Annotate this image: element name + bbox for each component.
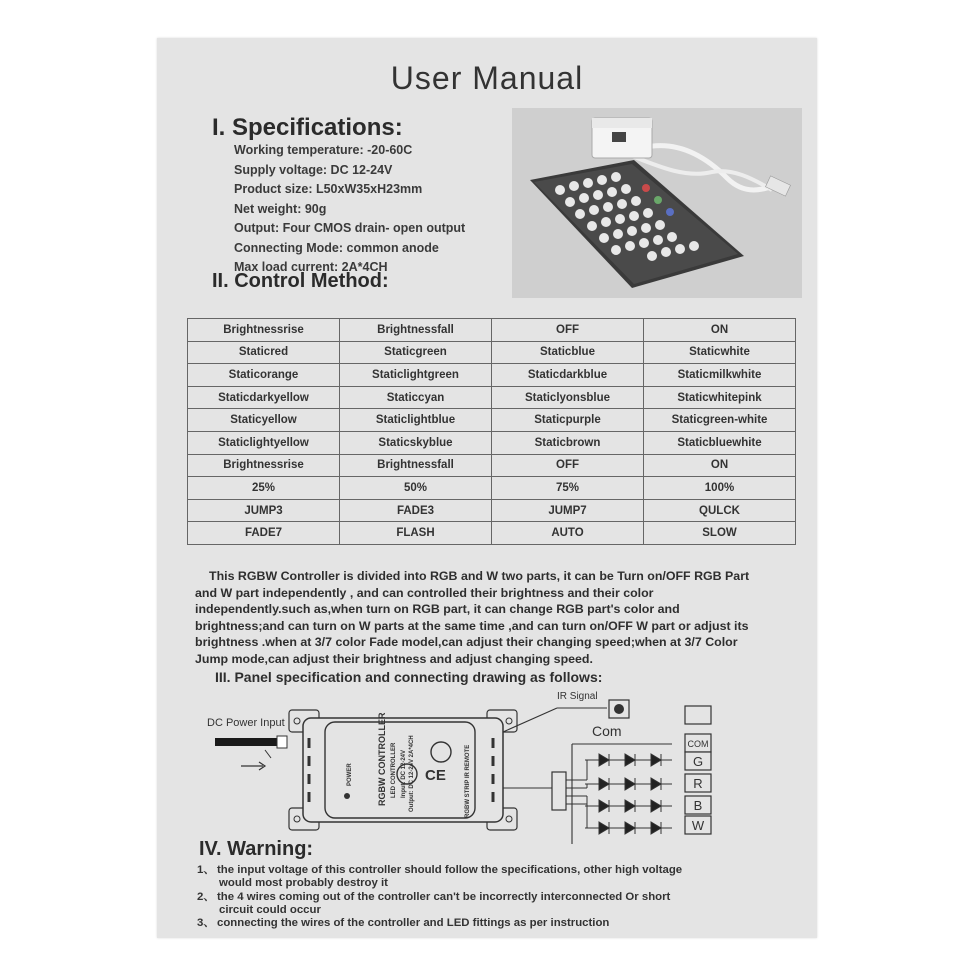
output-connector (552, 772, 566, 810)
table-cell: 75% (492, 477, 644, 500)
table-cell: OFF (492, 319, 644, 342)
spec-item: Supply voltage: DC 12-24V (234, 162, 393, 177)
box-input: Input: DC 12-24V (401, 749, 407, 798)
table-cell: Staticdarkblue (492, 364, 644, 387)
table-row (188, 319, 796, 342)
description-line: Jump mode,can adjust their brightness and adjust changing speed. (195, 651, 593, 666)
manual-sheet (157, 38, 817, 938)
table-row (188, 477, 796, 500)
dc-plug-icon (215, 738, 277, 746)
warning-item (197, 917, 817, 930)
spec-item: Max load current: 2A*4CH (234, 260, 388, 274)
led-row-g (585, 754, 672, 766)
table-row (188, 454, 796, 477)
description-line: and W part independently , and can controlled their brightness and their color (195, 585, 654, 600)
page-title: User Manual (390, 60, 584, 96)
power-label: POWER (347, 763, 353, 786)
led-row-b (585, 800, 672, 812)
table-cell: Staticlightgreen (340, 364, 492, 387)
warning-item (197, 891, 817, 918)
specifications-list (234, 141, 465, 278)
table-cell: Staticcyan (340, 386, 492, 409)
table-cell: Staticbrown (492, 431, 644, 454)
table-row (188, 431, 796, 454)
description-line: brightness;and can turn on W parts at the same time ,and can turn on/OFF W part or adjust its (195, 618, 749, 633)
ir-signal-label: IR Signal (557, 691, 598, 702)
table-row (188, 522, 796, 545)
ce-mark: CE (425, 767, 446, 784)
box-output: Output: DC 12-24V 2A*4CH (409, 735, 415, 812)
table-cell: ON (644, 454, 796, 477)
channel-w: W (691, 818, 705, 833)
table-row (188, 386, 796, 409)
table-cell: Staticlightyellow (188, 431, 340, 454)
table-row (188, 364, 796, 387)
warning-text-cont: circuit could occur (219, 903, 321, 916)
table-row (188, 341, 796, 364)
table-cell: Staticwhitepink (644, 386, 796, 409)
description-line: brightness .when at 3/7 color Fade model,can adjust their changing speed;when at 3/7 Color (195, 635, 738, 650)
spec-item: Connecting Mode: common anode (234, 240, 439, 255)
table-cell: JUMP7 (492, 499, 644, 522)
table-cell: Brightnessrise (188, 319, 340, 342)
table-cell: SLOW (644, 522, 796, 545)
product-photo-image (512, 108, 802, 298)
warning-text: the input voltage of this controller should follow the specifications, other high voltage (217, 864, 683, 876)
table-cell: Staticwhite (644, 341, 796, 364)
led-row-r (585, 778, 672, 790)
table-cell: 100% (644, 477, 796, 500)
table-cell: Staticmilkwhite (644, 364, 796, 387)
table-cell: Brightnessrise (188, 454, 340, 477)
warning-text-cont: would most probably destroy it (219, 877, 388, 890)
table-cell: FLASH (340, 522, 492, 545)
panel-heading: III. Panel specification and connecting drawing as follows: (215, 669, 603, 685)
table-cell: Brightnessfall (340, 319, 492, 342)
table-cell: Staticorange (188, 364, 340, 387)
description-paragraph (195, 568, 800, 668)
description-line: This RGBW Controller is divided into RGB and W two parts, it can be Turn on/OFF RGB Part (209, 569, 750, 583)
table-cell: Staticdarkyellow (188, 386, 340, 409)
description-line: independently.such as,when turn on RGB part, it can change RGB part's color and (195, 602, 680, 617)
spec-item: Product size: L50xW35xH23mm (234, 182, 423, 196)
control-method-heading: II. Control Method: (212, 270, 389, 292)
spec-item: Working temperature: -20-60C (234, 143, 413, 157)
table-cell: FADE7 (188, 522, 340, 545)
table-cell: Staticred (188, 341, 340, 364)
table-cell: 50% (340, 477, 492, 500)
table-cell: Staticgreen (340, 341, 492, 364)
channel-r: R (693, 776, 703, 791)
box-title: RGBW CONTROLLER (377, 712, 387, 806)
warning-text: the 4 wires coming out of the controller can't be incorrectly interconnected Or short (217, 890, 671, 903)
led-row-w (585, 822, 672, 834)
product-photo (512, 108, 802, 298)
channel-box-empty (685, 706, 711, 724)
warning-number: 3、 (197, 917, 215, 930)
spec-item: Output: Four CMOS drain- open output (234, 221, 466, 235)
table-row (188, 499, 796, 522)
table-cell: 25% (188, 477, 340, 500)
warning-number: 2、 (197, 890, 215, 903)
table-cell: FADE3 (340, 499, 492, 522)
specifications-heading: I. Specifications: (212, 114, 403, 141)
wiring-diagram (207, 688, 727, 848)
table-cell: ON (644, 319, 796, 342)
spec-item: Net weight: 90g (234, 201, 327, 216)
warning-list (197, 864, 817, 930)
table-cell: QULCK (644, 499, 796, 522)
table-cell: OFF (492, 454, 644, 477)
strip-label: RGBW STRIP IR REMOTE (465, 744, 471, 818)
channel-com: COM (687, 739, 709, 749)
table-cell: Staticyellow (188, 409, 340, 432)
table-cell: Staticgreen-white (644, 409, 796, 432)
channel-b: B (693, 798, 703, 813)
table-row (188, 409, 796, 432)
table-cell: Staticblue (492, 341, 644, 364)
table-cell: Staticpurple (492, 409, 644, 432)
warning-text: connecting the wires of the controller and LED fittings as per instruction (217, 917, 610, 930)
box-subtitle: LED CONTROLLER (391, 742, 397, 798)
table-cell: Staticlyonsblue (492, 386, 644, 409)
warning-item (197, 864, 817, 891)
dc-power-label: DC Power Input (207, 717, 285, 729)
table-cell: AUTO (492, 522, 644, 545)
table-cell: Brightnessfall (340, 454, 492, 477)
warning-heading: IV. Warning: (199, 838, 314, 860)
control-table (187, 318, 796, 545)
table-cell: Staticbluewhite (644, 431, 796, 454)
table-cell: Staticlightblue (340, 409, 492, 432)
warning-number: 1、 (197, 864, 215, 876)
channel-g: G (692, 754, 704, 769)
table-cell: Staticskyblue (340, 431, 492, 454)
table-cell: JUMP3 (188, 499, 340, 522)
com-label: Com (592, 723, 622, 739)
